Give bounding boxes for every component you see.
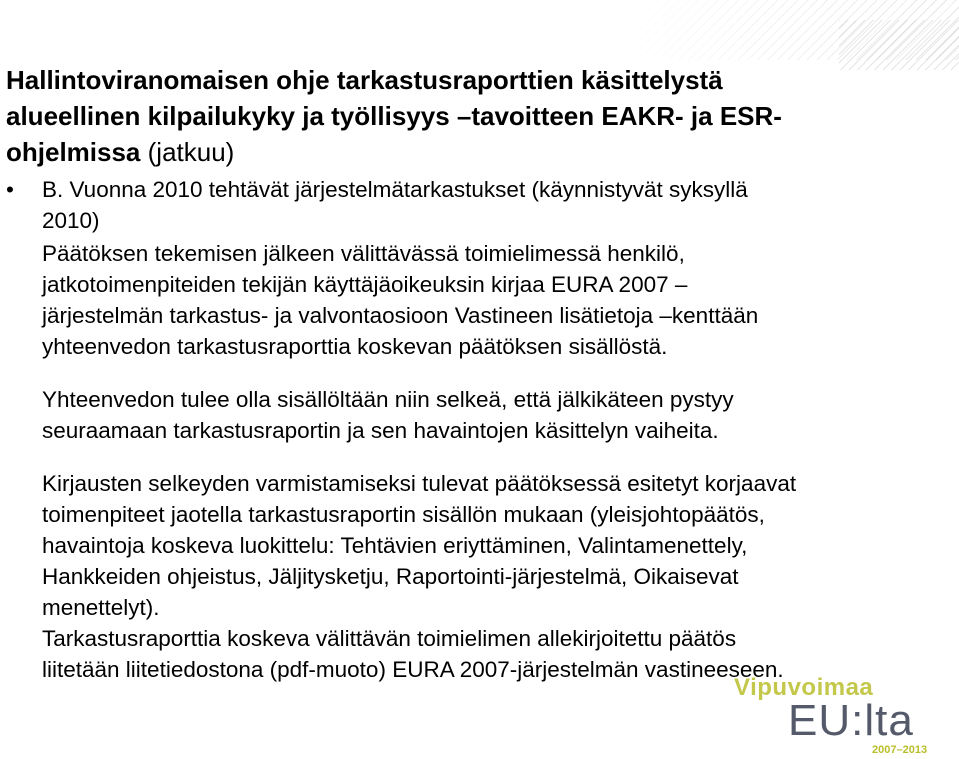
paragraph-line: järjestelmän tarkastus- ja valvontaosioon Vastineen lisätietoja –kenttään [42, 303, 759, 328]
paragraph-line: Kirjausten selkeyden varmistamiseksi tulevat päätöksessä esitetyt korjaavat [42, 471, 797, 496]
slide-body [6, 174, 906, 685]
paragraph-line: Yhteenvedon tulee olla sisällöltään niin selkeä, että jälkikäteen pystyy [42, 387, 734, 412]
paragraph-line: jatkotoimenpiteiden tekijän käyttäjäoikeuksin kirjaa EURA 2007 – [42, 272, 688, 297]
title-line-3: ohjelmissa [6, 137, 141, 167]
paragraph-2 [6, 384, 906, 446]
paragraph-line: Hankkeiden ohjeistus, Jäljitysketju, Raportointi-järjestelmä, Oikaisevat [42, 564, 739, 589]
bullet-line-1: B. Vuonna 2010 tehtävät järjestelmätarkastukset (käynnistyvät syksyllä [42, 177, 748, 202]
paragraph-line: Päätöksen tekemisen jälkeen välittävässä toimielimessä henkilö, [42, 241, 685, 266]
title-line-1: Hallintoviranomaisen ohje tarkastusraporttien käsittelystä [6, 65, 723, 95]
paragraph-3 [6, 468, 906, 623]
paragraph-line: Tarkastusraporttia koskeva välittävän toimielimen allekirjoitettu päätös [42, 626, 737, 651]
bullet-line-2: 2010) [42, 208, 100, 233]
bullet-icon: • [6, 177, 14, 202]
paragraph-line: seuraamaan tarkastusraportin ja sen havaintojen käsittelyn vaiheita. [42, 418, 719, 443]
paragraph-line: toimenpiteet jaotella tarkastusraportin sisällön mukaan (yleisjohtopäätös, [42, 502, 765, 527]
paragraph-1 [6, 238, 906, 362]
logo-period: 2007–2013 [872, 744, 928, 756]
slide-title [6, 62, 906, 170]
paragraph-line: yhteenvedon tarkastusraporttia koskevan päätöksen sisällöstä. [42, 334, 668, 359]
eu-logo [734, 674, 959, 759]
bullet-item [6, 174, 906, 236]
paragraph-line: menettelyt). [42, 595, 160, 620]
logo-wordmark: EU:lta [788, 696, 914, 745]
logo-tagline: Vipuvoimaa [734, 674, 874, 701]
title-line-2: alueellinen kilpailukyky ja työllisyys –tavoitteen EAKR- ja ESR- [6, 101, 782, 131]
paragraph-line: havaintoja koskeva luokittelu: Tehtävien eriyttäminen, Valintamenettely, [42, 533, 748, 558]
paragraph-line: liitetään liitetiedostona (pdf-muoto) EURA 2007-järjestelmän vastineeseen. [42, 657, 784, 682]
title-suffix: (jatkuu) [147, 137, 235, 167]
